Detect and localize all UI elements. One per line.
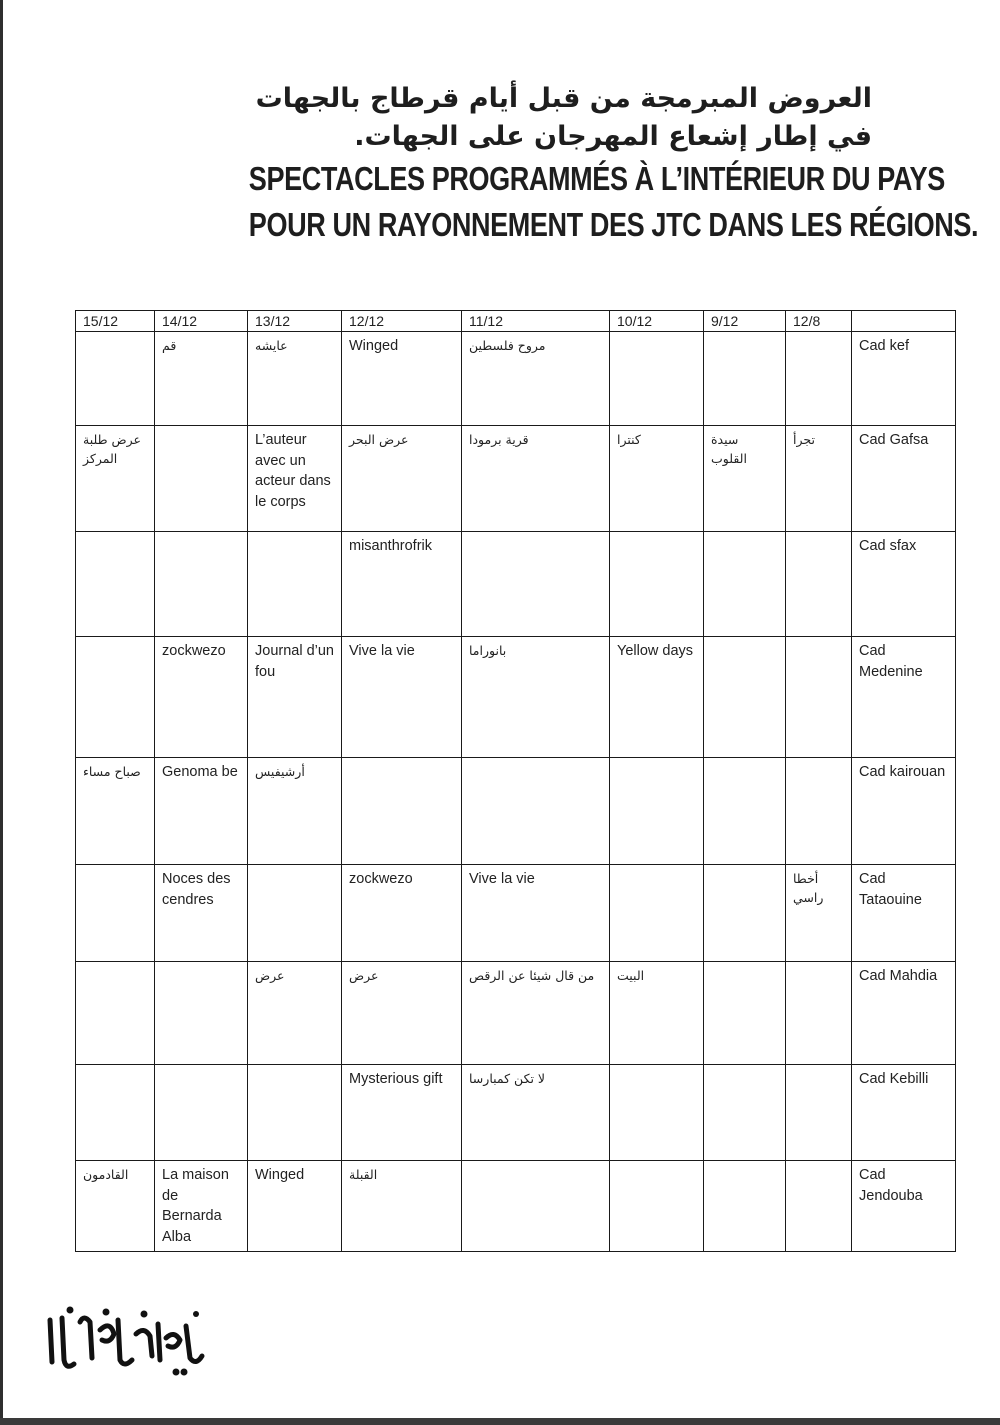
cell-text: أرشيفيس [255,764,305,779]
table-cell: L’auteur avec un acteur dans le corps [248,426,342,532]
table-cell [462,426,610,532]
table-cell [248,758,342,865]
column-header-4: 11/12 [462,311,610,332]
column-header-3: 12/12 [342,311,462,332]
cell-text: مروح فلسطين [469,338,546,353]
table-cell [786,637,852,758]
table-cell [704,1161,786,1252]
table-cell [786,332,852,426]
table-cell [704,962,786,1065]
table-cell [610,758,704,865]
region-cell: Cad Medenine [852,637,956,758]
region-cell: Cad Gafsa [852,426,956,532]
table-row [76,865,956,962]
table-cell [704,865,786,962]
table-row [76,332,956,426]
table-cell [786,962,852,1065]
table-cell: misanthrofrik [342,532,462,637]
cell-text: البيت [617,968,645,983]
column-header-8 [852,311,956,332]
title-french-line-2: POUR UN RAYONNEMENT DES JTC DANS LES RÉGIONS. [248,206,979,243]
column-header-7: 12/8 [786,311,852,332]
table-cell [704,532,786,637]
table-cell [155,962,248,1065]
cell-text: القبلة [349,1167,378,1182]
table-cell [462,637,610,758]
table-cell: zockwezo [342,865,462,962]
table-cell [704,758,786,865]
page-title [112,80,979,248]
table-cell [704,426,786,532]
table-cell [248,532,342,637]
column-header-0: 15/12 [76,311,155,332]
cell-text: من قال شيئا عن الرقص [469,968,595,983]
region-cell: Cad kairouan [852,758,956,865]
cell-text: عرض [255,968,285,983]
cell-text: عرض البحر [349,432,409,447]
cell-text: عرض طلبة المركز [83,432,142,466]
title-french-line-1: SPECTACLES PROGRAMMÉS À L’INTÉRIEUR DU PAYS [248,160,945,197]
table-cell [342,758,462,865]
table-cell [155,1065,248,1161]
table-cell [462,1161,610,1252]
table-cell [155,426,248,532]
table-header-row [76,311,956,332]
table-cell [786,758,852,865]
table-cell: Noces des cendres [155,865,248,962]
region-cell: Cad sfax [852,532,956,637]
cell-text: تجرأ [793,432,815,447]
region-cell: Cad Jendouba [852,1161,956,1252]
table-cell [786,1161,852,1252]
table-cell [610,962,704,1065]
table-cell: Vive la vie [342,637,462,758]
table-row [76,532,956,637]
title-arabic-line-1: العروض المبرمجة من قبل أيام قرطاج بالجهات [255,83,872,114]
table-cell: Journal d’un fou [248,637,342,758]
cell-text: سيدة القلوب [711,432,747,466]
cell-text: بانوراما [469,643,507,658]
schedule-table [75,310,956,1252]
table-cell: La maison de Bernarda Alba [155,1161,248,1252]
table-cell [462,1065,610,1161]
table-row [76,1065,956,1161]
cell-text: صباح مساء [83,764,141,779]
table-cell [704,637,786,758]
cell-text: عايشه [255,338,288,353]
table-cell: Winged [342,332,462,426]
table-row [76,962,956,1065]
table-cell [786,865,852,962]
table-cell [155,532,248,637]
page-border-left [0,0,3,1425]
table-cell [76,962,155,1065]
table-cell [704,1065,786,1161]
table-row [76,758,956,865]
table-cell [610,1161,704,1252]
cell-text: قرية برمودا [469,432,529,447]
table-cell [76,1161,155,1252]
table-cell: Winged [248,1161,342,1252]
region-cell: Cad Tataouine [852,865,956,962]
table-cell [610,532,704,637]
table-cell [342,426,462,532]
table-cell [342,1161,462,1252]
table-cell [462,532,610,637]
column-header-6: 9/12 [704,311,786,332]
table-cell [610,426,704,532]
column-header-2: 13/12 [248,311,342,332]
table-cell [704,332,786,426]
table-cell: Mysterious gift [342,1065,462,1161]
table-cell [248,332,342,426]
table-cell [248,1065,342,1161]
table-row [76,426,956,532]
table-cell [786,532,852,637]
cell-text: أخطا راسي [793,871,824,905]
column-header-5: 10/12 [610,311,704,332]
table-cell: Yellow days [610,637,704,758]
table-cell [342,962,462,1065]
table-cell: Vive la vie [462,865,610,962]
table-cell [610,865,704,962]
table-cell [462,758,610,865]
table-row [76,637,956,758]
cell-text: قم [162,338,177,353]
page-border-bottom [0,1418,1000,1425]
table-body [76,332,956,1252]
cell-text: كنترا [617,432,641,447]
table-cell [786,1065,852,1161]
table-cell [462,332,610,426]
table-cell [76,532,155,637]
table-cell [76,332,155,426]
ayam-qartaj-masrahiya-logo [40,1300,210,1380]
table-cell [76,637,155,758]
table-cell [76,758,155,865]
region-cell: Cad kef [852,332,956,426]
table-cell [76,1065,155,1161]
cell-text: القادمون [83,1167,129,1182]
title-arabic-line-2: في إطار إشعاع المهرجان على الجهات. [354,121,872,152]
table-cell [610,1065,704,1161]
table-row [76,1161,956,1252]
region-cell: Cad Kebilli [852,1065,956,1161]
table-cell [462,962,610,1065]
table-cell [155,332,248,426]
table-cell [76,865,155,962]
cell-text: عرض [349,968,379,983]
table-cell [786,426,852,532]
table-cell [248,865,342,962]
table-cell [76,426,155,532]
table-cell [610,332,704,426]
column-header-1: 14/12 [155,311,248,332]
table-cell [248,962,342,1065]
table-cell: zockwezo [155,637,248,758]
cell-text: لا تكن كمبارسا [469,1071,546,1086]
region-cell: Cad Mahdia [852,962,956,1065]
table-cell: Genoma be [155,758,248,865]
